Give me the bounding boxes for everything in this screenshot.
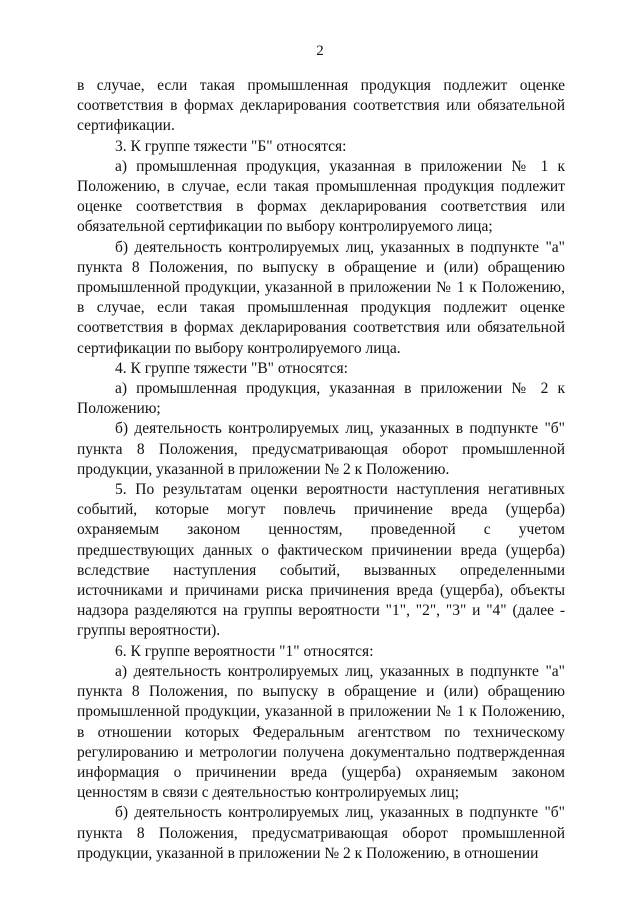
page-number: 2 — [316, 43, 324, 59]
paragraph: б) деятельность контролируемых лиц, указанных в подпункте "б" пункта 8 Положения, предусматривающая оборот промышленной продукции, указанной в приложении № 2 к Положению, в отношении — [77, 804, 565, 862]
paragraph: 4. К группе тяжести "В" относятся: — [115, 359, 348, 377]
paragraph: 3. К группе тяжести "Б" относятся: — [115, 137, 347, 155]
paragraph: а) промышленная продукция, указанная в приложении № 1 к Положению, в случае, если такая промышленная продукция подлежит оценке соответствия в формах декларирования соответствия или обязательной сертификации по выбору контролируемого лица; — [77, 157, 565, 236]
paragraph: 5. По результатам оценки вероятности наступления негативных событий, которые могут повлечь причинение вреда (ущерба) охраняемым законом ценностям, проведенной с учетом предшествующих данных о фактическом причинении вреда (ущерба) вследствие наступления событий, вызванных определенными источниками и причинами риска причинения вреда (ущерба), объекты надзора разделяются на группы вероятности "1", "2", "3" и "4" (далее - группы вероятности). — [77, 481, 565, 640]
paragraph: б) деятельность контролируемых лиц, указанных в подпункте "б" пункта 8 Положения, предусматривающая оборот промышленной продукции, указанной в приложении № 2 к Положению. — [77, 420, 565, 478]
paragraph: а) промышленная продукция, указанная в приложении № 2 к Положению; — [77, 380, 565, 418]
paragraph: б) деятельность контролируемых лиц, указанных в подпункте "а" пункта 8 Положения, по выпуску в обращение и (или) обращению промышленной продукции, указанной в приложении № 1 к Положению, в случае, если такая промышленная продукция подлежит оценке соответствия в формах декларирования соответствия или обязательной сертификации по выбору контролируемого лица. — [77, 238, 565, 357]
paragraph: а) деятельность контролируемых лиц, указанных в подпункте "а" пункта 8 Положения, по выпуску в обращение и (или) обращению промышленной продукции, указанной в приложении № 1 к Положению, в отношении которых Федеральным агентством по техническому регулированию и метрологии получена документально подтвержденная информация о причинении вреда (ущерба) охраняемым законом ценностям в связи с деятельностью контролируемых лиц; — [77, 662, 565, 802]
paragraph: 6. К группе вероятности "1" относятся: — [115, 642, 374, 660]
document-body — [77, 76, 565, 864]
paragraph: в случае, если такая промышленная продукция подлежит оценке соответствия в формах декларирования соответствия или обязательной сертификации. — [77, 77, 565, 135]
